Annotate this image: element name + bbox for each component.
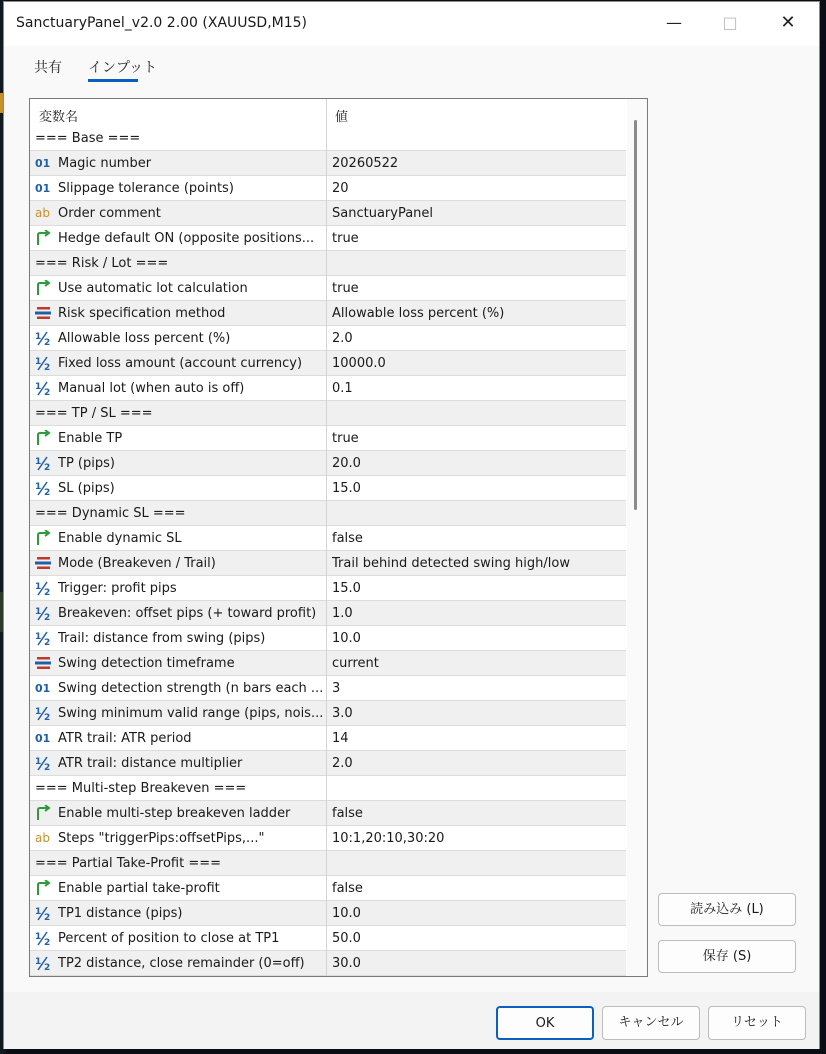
parameter-value[interactable]: SanctuaryPanel [332,206,434,221]
maximize-button[interactable]: □ [722,13,738,32]
parameter-name: Slippage tolerance (points) [58,181,234,196]
svg-text:2: 2 [44,588,51,596]
svg-text:2: 2 [44,363,51,371]
parameter-value[interactable]: true [332,231,359,246]
parameter-name: Swing detection timeframe [58,656,235,671]
table-row[interactable] [30,701,626,726]
parameter-name: Hedge default ON (opposite positions... [58,231,315,246]
table-row[interactable] [30,901,626,926]
section-header-row[interactable] [30,126,626,151]
parameter-name: Enable partial take-profit [58,881,220,896]
parameter-name: ATR trail: ATR period [58,731,192,746]
table-header [30,99,626,126]
svg-text:1: 1 [35,357,42,367]
table-row[interactable] [30,176,626,201]
table-row[interactable] [30,951,626,976]
svg-text:1: 1 [35,707,42,717]
parameter-name: Order comment [58,206,161,221]
parameter-value[interactable]: false [332,531,363,546]
svg-text:01: 01 [35,157,51,170]
double-icon [35,355,52,371]
svg-text:2: 2 [44,913,51,921]
table-row[interactable] [30,551,626,576]
parameter-value[interactable]: 10000.0 [332,356,386,371]
parameter-value[interactable]: current [332,656,379,671]
table-row[interactable] [30,676,626,701]
tab-inputs[interactable]: インプット [88,60,158,76]
integer-icon [35,730,52,746]
save-button[interactable]: 保存 (S) [658,940,796,973]
parameter-name: === Multi-step Breakeven === [35,781,247,796]
parameter-value[interactable]: true [332,431,359,446]
svg-text:2: 2 [44,338,51,346]
parameter-value[interactable]: 10.0 [332,906,361,921]
parameter-name: Percent of position to close at TP1 [58,931,280,946]
table-row[interactable] [30,151,626,176]
table-row[interactable] [30,601,626,626]
title-bar [4,2,819,46]
parameter-name: Use automatic lot calculation [58,281,248,296]
parameter-value[interactable]: 15.0 [332,581,361,596]
table-row[interactable] [30,226,626,251]
table-row[interactable] [30,526,626,551]
svg-text:ab: ab [35,206,50,220]
svg-text:1: 1 [35,932,42,942]
double-icon [35,630,52,646]
parameter-value[interactable]: 50.0 [332,931,361,946]
column-divider[interactable] [326,99,327,977]
table-row[interactable] [30,651,626,676]
section-header-row[interactable] [30,401,626,426]
parameter-value[interactable]: 10:1,20:10,30:20 [332,831,445,846]
integer-icon [35,155,52,171]
svg-text:1: 1 [35,757,42,767]
table-row[interactable] [30,426,626,451]
load-button[interactable]: 読み込み (L) [658,893,796,926]
bool-arrow-icon [35,280,52,296]
parameter-value[interactable]: 15.0 [332,481,361,496]
section-header-row[interactable] [30,776,626,801]
integer-icon [35,180,52,196]
svg-text:1: 1 [35,332,42,342]
bool-arrow-icon [35,880,52,896]
parameter-name: TP (pips) [58,456,115,471]
parameter-name: === Dynamic SL === [35,506,186,521]
svg-text:1: 1 [35,907,42,917]
double-icon [35,705,52,721]
table-row[interactable] [30,476,626,501]
parameter-value[interactable]: false [332,806,363,821]
svg-text:01: 01 [35,732,51,745]
parameter-name: Trigger: profit pips [58,581,177,596]
svg-text:ab: ab [35,831,50,845]
minimize-button[interactable]: — [666,13,682,32]
parameter-value[interactable]: 2.0 [332,331,353,346]
tab-common[interactable]: 共有 [34,60,62,76]
svg-text:1: 1 [35,582,42,592]
close-button[interactable]: ✕ [780,12,796,33]
svg-text:01: 01 [35,182,51,195]
svg-text:1: 1 [35,382,42,392]
parameter-name: Steps "triggerPips:offsetPips,..." [58,831,265,846]
double-icon [35,380,52,396]
parameter-value[interactable]: 10.0 [332,631,361,646]
table-row[interactable] [30,826,626,851]
table-row[interactable] [30,926,626,951]
column-header-value[interactable]: 値 [335,110,349,125]
string-icon [35,205,52,221]
svg-text:1: 1 [35,607,42,617]
svg-text:2: 2 [44,638,51,646]
parameter-value[interactable]: 3 [332,681,341,696]
parameter-name: Manual lot (when auto is off) [58,381,245,396]
svg-text:1: 1 [35,957,42,967]
parameter-name: Enable multi-step breakeven ladder [58,806,291,821]
string-icon [35,830,52,846]
parameter-value[interactable]: 30.0 [332,956,361,971]
table-row[interactable] [30,326,626,351]
parameter-name: Swing minimum valid range (pips, nois... [58,706,324,721]
svg-text:1: 1 [35,457,42,467]
parameter-name: ATR trail: distance multiplier [58,756,243,771]
parameter-value[interactable]: 1.0 [332,606,353,621]
table-row[interactable] [30,451,626,476]
parameter-value[interactable]: true [332,281,359,296]
parameter-name: Breakeven: offset pips (+ toward profit) [58,606,317,621]
svg-text:2: 2 [44,938,51,946]
parameter-name: Enable dynamic SL [58,531,182,546]
svg-text:01: 01 [35,682,51,695]
parameter-value[interactable]: Allowable loss percent (%) [332,306,505,321]
parameter-name: Trail: distance from swing (pips) [58,631,266,646]
double-icon [35,455,52,471]
ok-button[interactable]: OK [496,1006,594,1040]
parameter-name: === Partial Take-Profit === [35,856,222,871]
svg-text:2: 2 [44,963,51,971]
table-row[interactable] [30,801,626,826]
table-row[interactable] [30,876,626,901]
parameter-name: SL (pips) [58,481,115,496]
parameter-name: Fixed loss amount (account currency) [58,356,303,371]
double-icon [35,755,52,771]
double-icon [35,330,52,346]
bool-arrow-icon [35,430,52,446]
parameter-name: === Risk / Lot === [35,256,169,271]
svg-text:2: 2 [44,388,51,396]
double-icon [35,605,52,621]
parameter-value[interactable]: 0.1 [332,381,353,396]
parameter-name: Risk specification method [58,306,226,321]
table-row[interactable] [30,576,626,601]
table-row[interactable] [30,276,626,301]
parameter-name: Allowable loss percent (%) [58,331,231,346]
parameter-name: Mode (Breakeven / Trail) [58,556,216,571]
table-row[interactable] [30,351,626,376]
svg-text:1: 1 [35,632,42,642]
table-row[interactable] [30,301,626,326]
svg-text:1: 1 [35,482,42,492]
parameter-value[interactable]: 20 [332,181,349,196]
column-header-name[interactable]: 変数名 [39,110,79,125]
section-header-row[interactable] [30,851,626,876]
reset-button[interactable]: リセット [708,1006,806,1040]
enum-icon [35,555,52,571]
bool-arrow-icon [35,530,52,546]
parameter-value[interactable]: 20260522 [332,156,399,171]
parameter-name: === TP / SL === [35,406,153,421]
parameter-value[interactable]: 14 [332,731,349,746]
parameter-name: TP2 distance, close remainder (0=off) [58,956,305,971]
window-title: SanctuaryPanel_v2.0 2.00 (XAUUSD,M15) [16,15,308,31]
svg-text:2: 2 [44,613,51,621]
svg-text:2: 2 [44,488,51,496]
section-header-row[interactable] [30,251,626,276]
inputs-table [29,98,648,977]
double-icon [35,580,52,596]
parameter-value[interactable]: 2.0 [332,756,353,771]
table-row[interactable] [30,626,626,651]
parameter-value[interactable]: Trail behind detected swing high/low [332,556,570,571]
vertical-scrollbar[interactable] [627,99,647,977]
enum-icon [35,305,52,321]
parameter-value[interactable]: 3.0 [332,706,353,721]
cancel-button[interactable]: キャンセル [602,1006,700,1040]
double-icon [35,930,52,946]
parameter-name: TP1 distance (pips) [58,906,183,921]
bool-arrow-icon [35,805,52,821]
parameter-name: === Base === [35,131,141,146]
parameter-value[interactable]: false [332,881,363,896]
table-row[interactable] [30,201,626,226]
table-row[interactable] [30,376,626,401]
bool-arrow-icon [35,230,52,246]
inputs-dialog [3,1,820,1049]
integer-icon [35,680,52,696]
active-tab-indicator [88,79,138,82]
section-header-row[interactable] [30,501,626,526]
svg-text:2: 2 [44,763,51,771]
svg-text:2: 2 [44,713,51,721]
parameter-name: Magic number [58,156,152,171]
svg-text:2: 2 [44,463,51,471]
enum-icon [35,655,52,671]
double-icon [35,955,52,971]
table-row[interactable] [30,726,626,751]
parameter-name: Swing detection strength (n bars each ... [58,681,324,696]
scrollbar-thumb[interactable] [634,120,637,510]
double-icon [35,480,52,496]
double-icon [35,905,52,921]
parameter-name: Enable TP [58,431,123,446]
table-row[interactable] [30,751,626,776]
parameter-value[interactable]: 20.0 [332,456,361,471]
